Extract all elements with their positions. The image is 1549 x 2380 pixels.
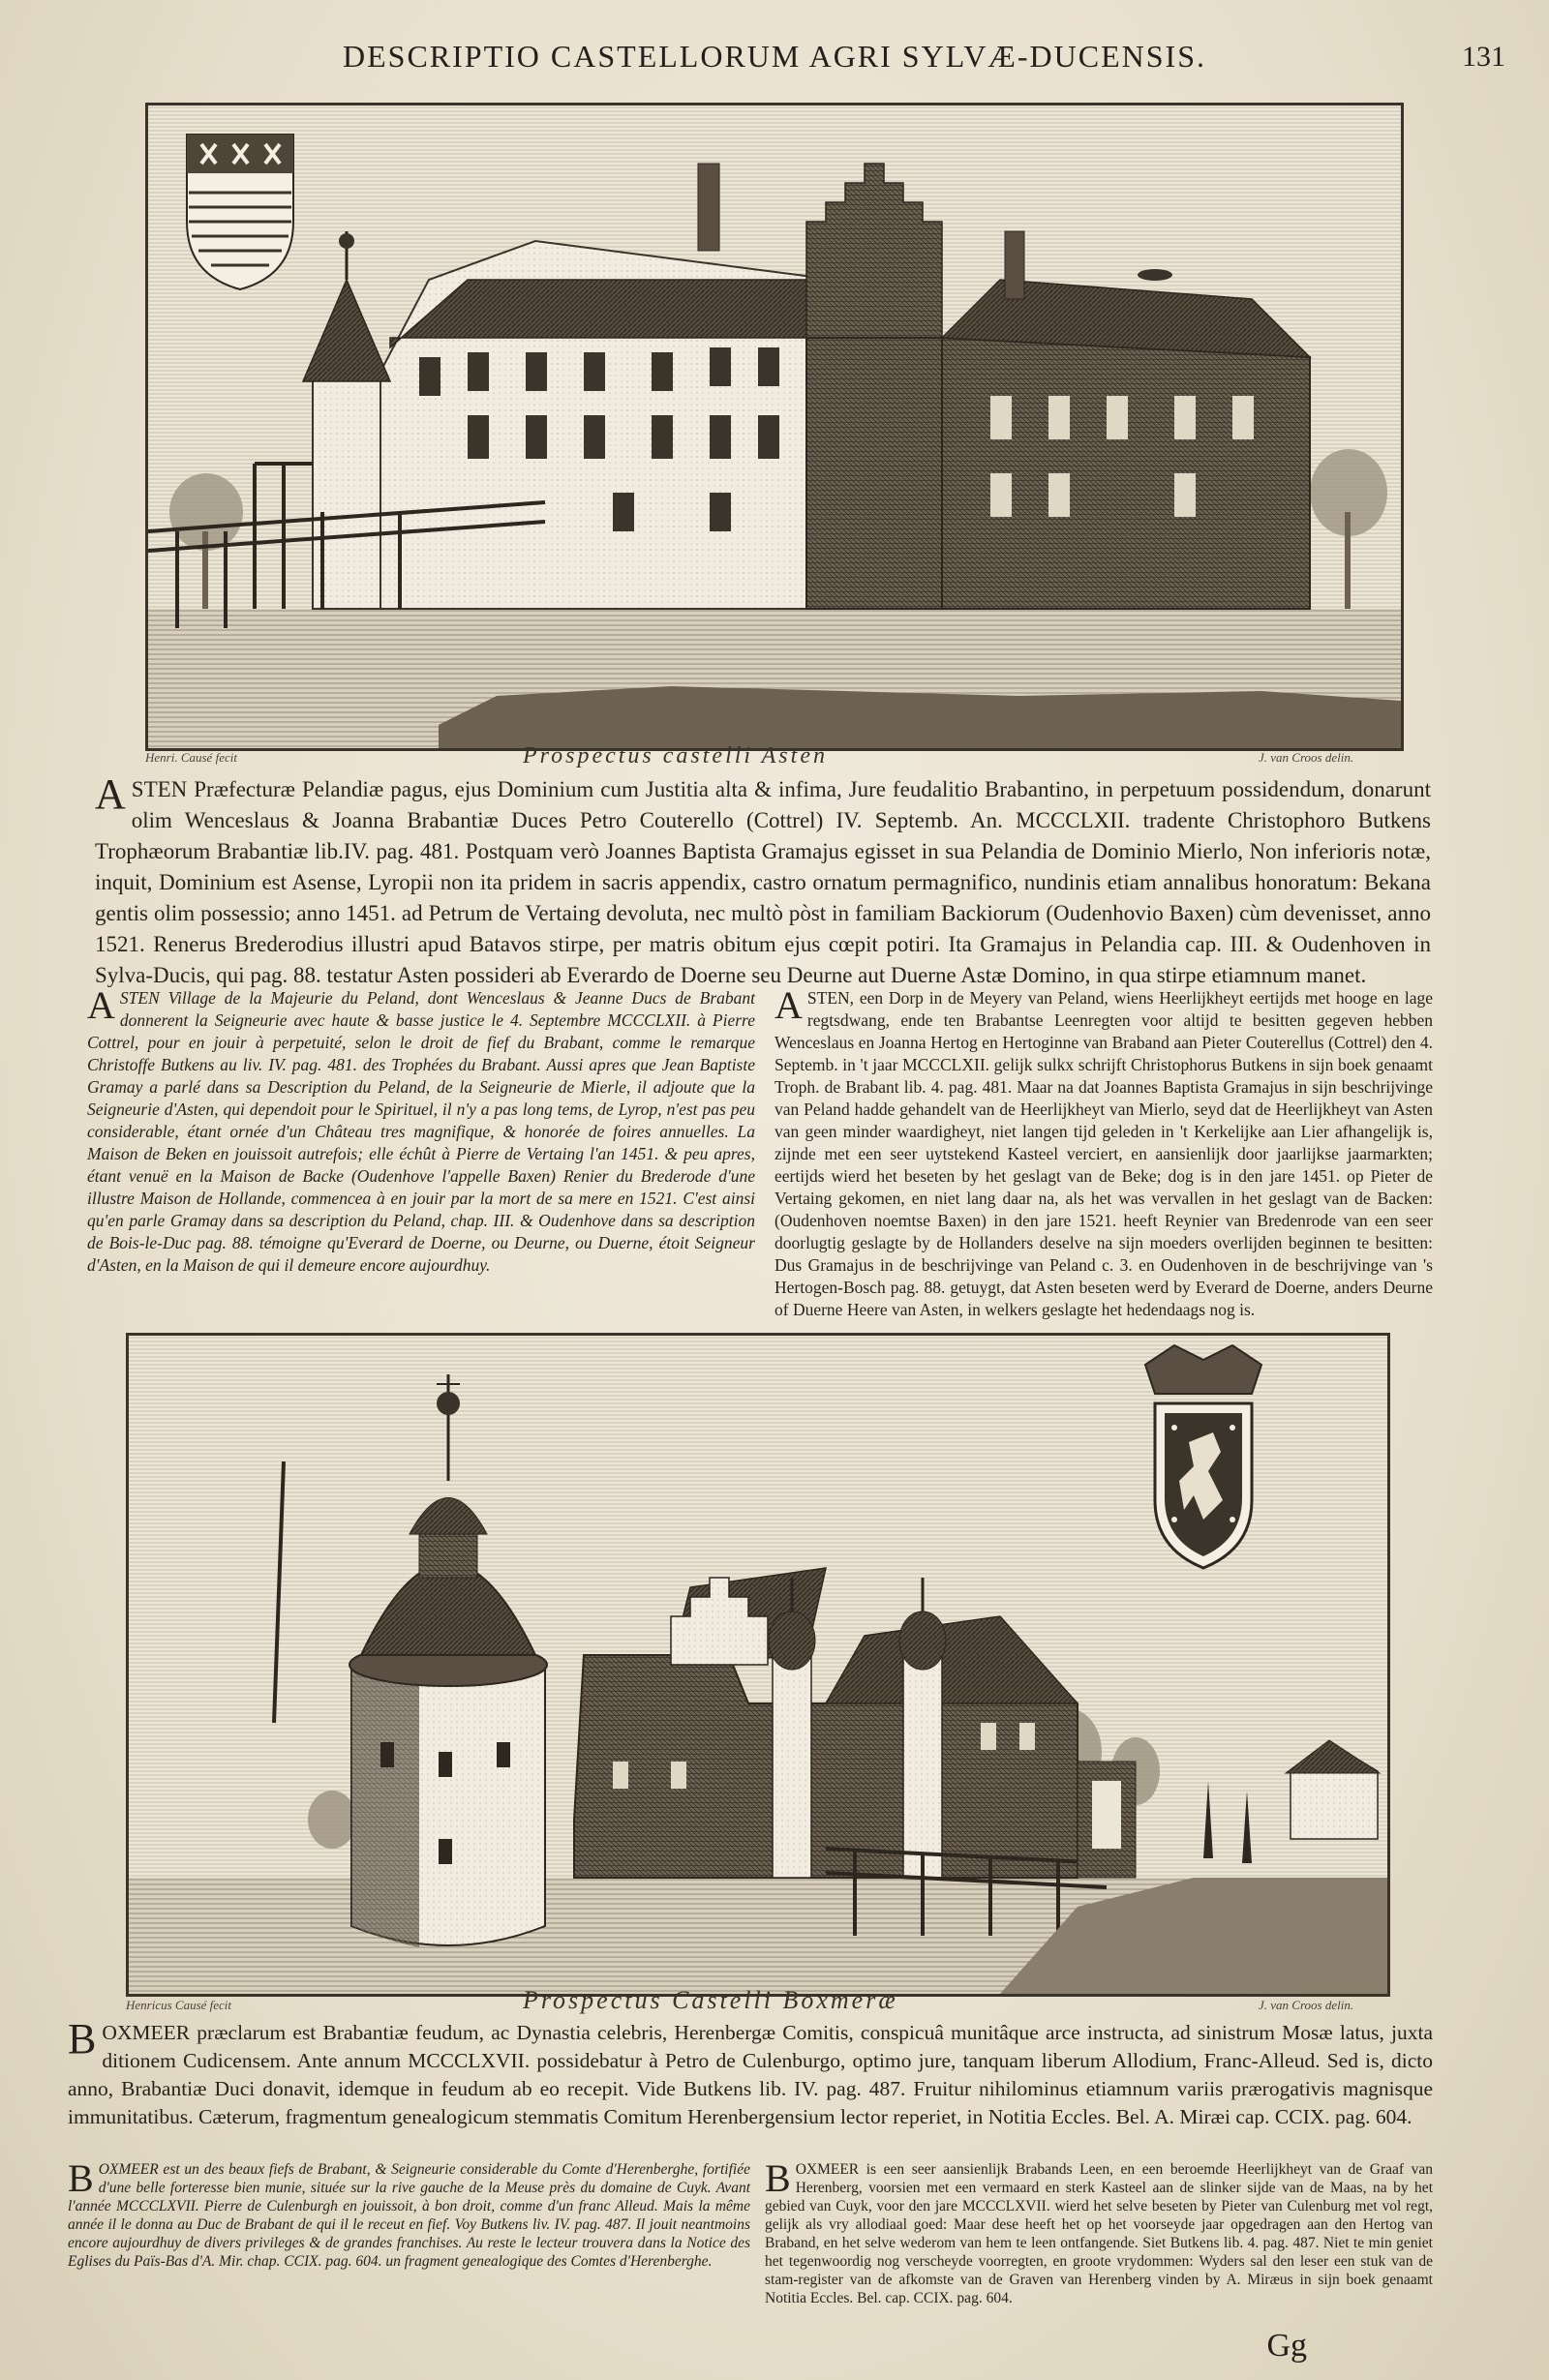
drop-initial: B: [765, 2156, 791, 2200]
gathering-signature: Gg: [1266, 2328, 1307, 2364]
drop-initial: B: [68, 2156, 94, 2200]
plate-asten-castle: [145, 103, 1404, 751]
dutch-paragraph: STEN, een Dorp in de Meyery van Peland, wiens Heerlijkheyt eertijds met hooge en lage regtsdwang, ende ten Brabantse Leenregten voor altijd te besitten gegeven hebben Wenceslaus en Joanna Hertog en Hertoginne van Braband aan Pieter Couterellus (Cottrel) den 4. Septemb. in 't jaar MCCCLXII. gelijk sulkx schrijft Christophorus Butkens in sijn boek genaamt Troph. de Brabant lib. 4. pag. 481. Maar na dat Joannes Baptista Gramajus in sijn beschrijvinge van Peland hadde gehandelt van de Heerlijkheyt van Mierlo, seyd dat de Heerlijkheyt van Asten van geen minder waardigheyt, niet langen tijd geleden in 't Kerkelijke aan Lier afhangelijk is, zijnde met een seer uytstekend Kasteel verciert, en aansienlijk door jaarlijkse jaarmarkten; eertijds wierd het beseten by het geslagt van de Beke; dog is in den jare 1451. op Pieter de Vertaing gekomen, en niet lang daar na, als het was vervallen in het geslagt van de Backen: (Oudenhoven noemtse Baxen) in den jare 1521. heeft Reynier van Bredenrode van een seer doorlugtig geslagte by de Hollanders deselve na sijn moeders overlijden beginnen te besitten: Dus Gramajus in de beschrijvinge van Peland c. 3. en Oudenhoven in de beschrijvinge van 's Hertogen-Bosch pag. 88. getuygt, dat Asten beseten werd by Everard de Doerne, anders Deurne of Duerne Heere van Asten, in welkers geslagte het hedendaags nog is.: [774, 988, 1433, 1319]
boxmeer-latin-text: [68, 2015, 1433, 2131]
dutch-paragraph: OXMEER is een seer aansienlijk Brabands Leen, en een beroemde Heerlijkheyt van de Graaf van Herenberg, voorsien met een vermaard en sterk Kasteel aan de slinker sijde van de Maas, na by het gebied van Cuyk, voor den jare MCCCLXVII. wierd het selve beseten by Pieter van Culenburg met vol regt, gelijk als vry allodiaal goed: Maar dese heeft het op het voorseyde jaar opgedragen aan den Hertog van Braband, en het selve wederom van hem te leen ontfangende. Siet Butkens lib. 4. pag. 487. Niet te min geniet het tegenwoordig nog verscheyde voorregten, en groote vrydommen: Wyders sal den leser een stuk van de stam-register van de afkomste van de Graven van Herenberg vinden by A. Miræus in sijn boek genaamt Notitia Eccles. Bel. cap. CCIX. pag. 604.: [765, 2161, 1433, 2306]
french-paragraph: OXMEER est un des beaux fiefs de Brabant, & Seigneurie considerable du Comte d'Herenberghe, fortifiée d'une belle forteresse bien munie, située sur la rive gauche de la Meuse près du domaine de Cuyk. Avant l'année MCCCLXVII. Pierre de Culenburgh en jouissoit, à bon droit, comme d'un franc Alleud. Mais la même année il le donna au Duc de Brabant de qui il le receut en fief. Voy Butkens liv. IV. pag. 487. Il jouit neantmoins encore aujourdhuy de divers privileges & de grandes franchises. Au reste le lecteur trouvera dans la Notice des Eglises du Païs-Bas d'A. Mir. chap. CCIX. pag. 604. un fragment genealogique des Comtes d'Herenberghe.: [68, 2161, 750, 2270]
asten-latin-text: [95, 770, 1431, 991]
drop-initial: A: [87, 983, 115, 1027]
boxmeer-castle-engraving: [129, 1336, 1387, 1994]
plate-engraver-credit: Henri. Causé fecit: [145, 750, 237, 765]
coat-of-arms-boxmeer: [1145, 1345, 1261, 1568]
asten-dutch-text: [774, 983, 1433, 1321]
plate-boxmeer-castle: [126, 1333, 1390, 1997]
asten-castle-engraving: [148, 105, 1401, 748]
latin-paragraph: STEN Præfecturæ Pelandiæ pagus, ejus Dominium cum Justitia alta & infima, Jure feudalitio Brabantino, in perpetuum possidendum, donarunt olim Wenceslaus & Joanna Brabantiæ Duces Petro Couterello (Cottrel) IV. Septemb. An. MCCCLXII. tradente Christophoro Butkens Trophæorum Brabantiæ lib.IV. pag. 481. Postquam verò Joannes Baptista Gramajus egisset in sua Pelandia de Dominio Mierlo, Non inferioris notæ, inquit, Dominium est Asense, Lyropii non ita pridem in sacris appendix, castro ornatum permagnifico, nundinis etiam annalibus honoratum: Bekana gentis olim possessio; anno 1451. ad Petrum de Vertaing devoluta, nec multò pòst in familiam Backiorum (Oudenhovio Baxen) cùm devenisset, anno 1521. Renerus Brederodius illustri apud Batavos stirpe, per matris obitum ejus cœpit potiri. Ita Gramajus in Pelandia cap. III. & Oudenhoven in Sylva-Ducis, qui pag. 88. testatur Asten possideri ab Everardo de Doerne seu Deurne aut Duerne Astæ Domino, in qua stirpe etiamnum manet.: [95, 777, 1431, 987]
plate-caption: Prospectus castelli Asten: [523, 743, 828, 768]
drop-initial: A: [95, 770, 126, 818]
boxmeer-french-text: [68, 2156, 750, 2271]
plate-engraver-credit: Henricus Causé fecit: [126, 1998, 232, 2012]
plate-caption: Prospectus Castelli Boxmeræ: [523, 1986, 898, 2014]
coat-of-arms-asten: [187, 135, 293, 289]
asten-french-text: [87, 983, 755, 1277]
boxmeer-dutch-text: [765, 2156, 1433, 2307]
plate-draughtsman-credit: J. van Croos delin.: [1259, 750, 1354, 765]
drop-initial: A: [774, 983, 803, 1027]
page-number: 131: [1462, 41, 1505, 73]
latin-paragraph: OXMEER præclarum est Brabantiæ feudum, ac Dynastia celebris, Herenbergæ Comitis, conspicuâ munitâque arce instructa, ad sinistrum Mosæ latus, juxta ditionem Cudicensem. Ante annum MCCCLXVII. possidebatur à Petro de Culenburgo, optimo jure, tanquam liberum Allodium, Franc-Alleud. Sed is, dicto anno, Brabantiæ Duci donavit, idemque in feudum ab eo recepit. Vide Butkens lib. IV. pag. 487. Fruitur nihilominus etiamnum variis prærogativis magnisque immunitatibus. Cæterum, fragmentum genealogicum stemmatis Comitum Herenbergensium lector reperiet, in Notitia Eccles. Bel. A. Miræi cap. CCIX. pag. 604.: [68, 2021, 1433, 2128]
drop-initial: B: [68, 2015, 97, 2063]
plate-draughtsman-credit: J. van Croos delin.: [1259, 1998, 1354, 2012]
french-paragraph: STEN Village de la Majeurie du Peland, dont Wenceslaus & Jeanne Ducs de Brabant donnerent la Seigneurie avec haute & basse justice le 4. Septembre MCCCLXII. à Pierre Cottrel, pour en jouir à perpetuité, selon le droit de fief du Brabant, comme le remarque Christoffe Butkens au liv. IV. pag. 481. des Trophées du Brabant. Aussi apres que Jean Baptiste Gramay a parlé dans sa Description du Peland, de la Seigneurie de Mierle, il adjoute que la Seigneurie d'Asten, qui dependoit pour le Spirituel, il n'y a pas long tems, de Lyrop, n'est pas peu considerable, étant ornée d'un Château tres magnifique, & honorée de foires annuelles. La Maison de Beken en jouissoit autrefois; elle échût à Pierre de Vertaing l'an 1451. & peu apres, étant venuë en la Maison de Backe (Oudenhove l'appelle Baxen) Renier du Brederode d'une illustre Maison de Hollande, commencea à en jouir par la mort de sa mere en 1521. C'est ainsi qu'en parle Gramay dans sa description du Peland, chap. III. & Oudenhove dans sa description de Bois-le-Duc pag. 88. témoigne qu'Everard de Doerne, ou Deurne, ou Duerne, étoit Seigneur d'Asten, en la Maison de qui il demeure encore aujourdhuy.: [87, 988, 755, 1275]
running-head: DESCRIPTIO CASTELLORUM AGRI SYLVÆ-DUCENSIS.: [342, 39, 1206, 74]
